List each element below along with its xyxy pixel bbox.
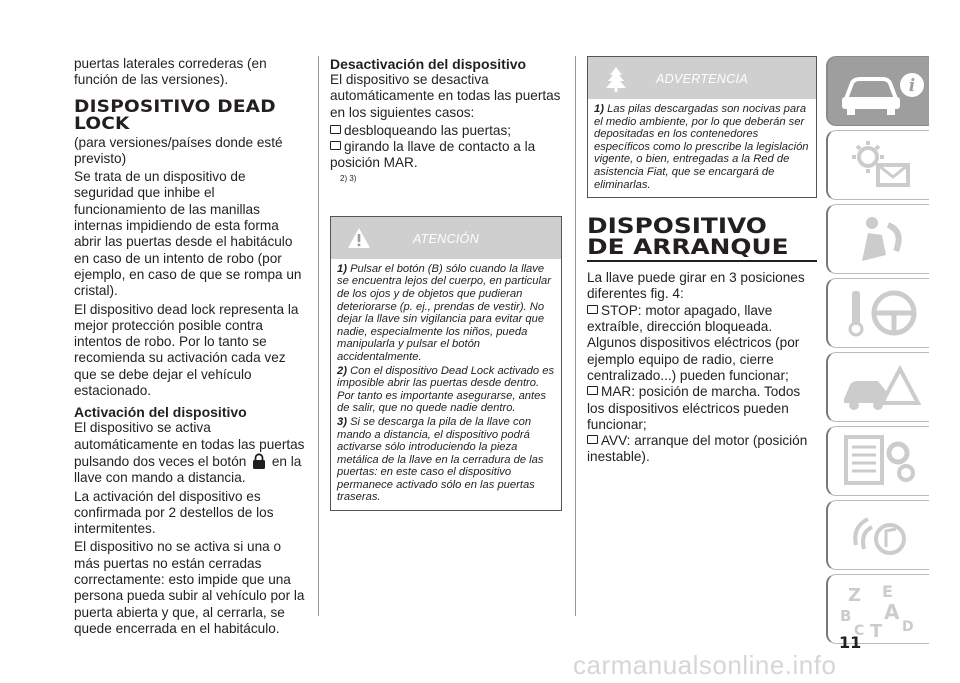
bullet-item xyxy=(587,384,817,433)
tab-maintenance[interactable] xyxy=(826,426,929,496)
attention-box-body xyxy=(331,259,561,510)
page-number: 11 xyxy=(839,633,862,652)
starting-driving-icon xyxy=(838,285,928,341)
tab-emergency[interactable] xyxy=(826,352,929,422)
paragraph: La llave puede girar en 3 posiciones diferentes fig. 4: xyxy=(587,270,805,302)
index-icon xyxy=(838,581,928,637)
advertencia-box-header xyxy=(588,57,816,99)
attention-box-title: ATENCIÓN xyxy=(412,231,480,246)
column-divider-left xyxy=(318,56,319,616)
bullet-icon xyxy=(587,435,598,444)
column-2 xyxy=(330,56,562,511)
tab-multimedia[interactable] xyxy=(826,500,929,570)
bullet-item xyxy=(587,433,817,466)
note-number: 2) xyxy=(337,364,347,377)
paragraph: El dispositivo dead lock representa la mejor protección posible contra intentos de robo. Por lo tanto se recomienda su activación cada vez que se debe dejar el vehículo estacionado. xyxy=(74,301,299,399)
note-number: 3) xyxy=(337,415,347,428)
advertencia-box-body xyxy=(588,99,816,197)
note-1 xyxy=(594,103,810,191)
bullet-icon xyxy=(330,141,341,150)
note-text: Si se descarga la pila de la llave con mando a distancia, el dispositivo podrá activarse sólo introduciendo la pieza metálica de la llave en la cerradura de las puertas: en este caso el dispositivo permanece activado sólo en las puertas traseras. xyxy=(337,415,544,504)
section-heading-starting-device: DISPOSITIVO DE ARRANQUE xyxy=(587,214,789,260)
chapter-sidebar xyxy=(826,56,929,648)
note-text: Con el dispositivo Dead Lock activado es imposible abrir las puertas desde dentro. Por tanto es importante asegurarse, antes de salir, que no quede nadie dentro. xyxy=(337,364,555,415)
svg-text:D: D xyxy=(902,619,914,635)
bullet-icon xyxy=(587,386,598,395)
subheading-deactivation: Desactivación del dispositivo xyxy=(330,56,527,72)
svg-text:B: B xyxy=(840,607,852,625)
paragraph xyxy=(74,420,306,486)
attention-box-header xyxy=(331,217,561,259)
column-divider-right xyxy=(575,56,576,616)
lock-icon xyxy=(252,453,266,469)
multimedia-icon xyxy=(838,507,928,563)
tab-warning-lights[interactable] xyxy=(826,130,929,200)
advertencia-box xyxy=(587,56,817,198)
paragraph: (para versiones/países donde esté previsto) xyxy=(74,134,283,166)
section-heading-dead-lock: DISPOSITIVO DEAD LOCK xyxy=(74,96,276,133)
safety-icon xyxy=(838,211,928,267)
warning-lights-icon xyxy=(838,137,928,193)
emergency-icon xyxy=(838,359,928,415)
bullet-text: desbloqueando las puertas; xyxy=(344,122,512,138)
tab-starting-driving[interactable] xyxy=(826,278,929,348)
bullet-text: AVV: arranque del motor (posición inestable). xyxy=(587,433,808,465)
note-1 xyxy=(337,263,555,364)
note-number: 1) xyxy=(337,262,347,275)
bullet-item xyxy=(330,139,562,172)
bullet-text: MAR: posición de marcha. Todos los dispositivos eléctricos pueden funcionar; xyxy=(587,384,801,432)
svg-text:A: A xyxy=(884,600,900,624)
svg-text:T: T xyxy=(870,621,883,637)
text: El dispositivo se activa automáticamente en todas las puertas pulsando dos veces el botón xyxy=(74,420,305,469)
note-references: 2) 3) xyxy=(340,173,357,183)
note-2 xyxy=(337,365,555,415)
column-3 xyxy=(587,56,817,466)
car-info-icon xyxy=(838,63,928,119)
note-number: 1) xyxy=(594,103,604,115)
bullet-item xyxy=(330,123,562,139)
svg-text:i: i xyxy=(908,76,916,96)
watermark: carmanualsonline.info xyxy=(573,650,837,680)
heading-underline xyxy=(587,260,817,262)
intro-text: puertas laterales correderas (en función de las versiones). xyxy=(74,56,267,88)
bullet-text: STOP: motor apagado, llave extraíble, dirección bloqueada. Algunos dispositivos eléctricos (por ejemplo equipo de radio, cierre centralizado...) pueden funcionar; xyxy=(587,302,800,383)
maintenance-icon xyxy=(838,433,928,489)
svg-text:E: E xyxy=(882,582,893,601)
paragraph: El dispositivo no se activa si una o más puertas no están cerradas correctamente: esto impide que una persona pueda subir al vehículo por la puerta abierta y que, al cerrarla, se quede encerrada en el habitáculo. xyxy=(74,539,305,636)
attention-box xyxy=(330,216,562,511)
advertencia-box-title: ADVERTENCIA xyxy=(656,72,748,86)
paragraph: El dispositivo se desactiva automáticamente en todas las puertas en los siguientes casos: xyxy=(330,72,561,120)
column-1 xyxy=(74,56,306,637)
paragraph: La activación del dispositivo es confirmada por 2 destellos de los intermitentes. xyxy=(74,488,274,537)
svg-text:C: C xyxy=(854,623,865,637)
bullet-item xyxy=(587,303,817,384)
tab-safety[interactable] xyxy=(826,204,929,274)
note-text: Pulsar el botón (B) sólo cuando la llave se encuentra lejos del cuerpo, en particular de los ojos y de objetos que pudieran deteriorarse (p. ej., prendas de vestir). No dejar la llave sin vigilancia para evitar que nadie, especialmente los niños, pueda manipularla y pulsar el botón accidentalmente. xyxy=(337,262,551,363)
paragraph: Se trata de un dispositivo de seguridad que inhibe el funcionamiento de las manillas internas impidiendo de esta forma abrir las puertas desde el habitáculo en caso de un intento de robo (por ejemplo, en caso de que se rompa un cristal). xyxy=(74,169,302,299)
tab-car-info[interactable] xyxy=(826,56,929,126)
note-3 xyxy=(337,416,555,504)
subheading-activation: Activación del dispositivo xyxy=(74,404,247,421)
svg-text:Z: Z xyxy=(848,585,862,606)
bullet-icon xyxy=(587,305,598,314)
note-text: Las pilas descargadas son nocivas para el medio ambiente, por lo que deberán ser depositadas en los contenedores específicos como lo prescribe la legislación vigente, o bien, entregadas a la Red de asistencia Fiat, que se encargará de eliminarlas. xyxy=(594,103,809,191)
bullet-icon xyxy=(330,125,341,134)
text: en la llave con mando a distancia. xyxy=(74,453,302,486)
bullet-text: girando la llave de contacto a la posición MAR. xyxy=(330,139,536,171)
